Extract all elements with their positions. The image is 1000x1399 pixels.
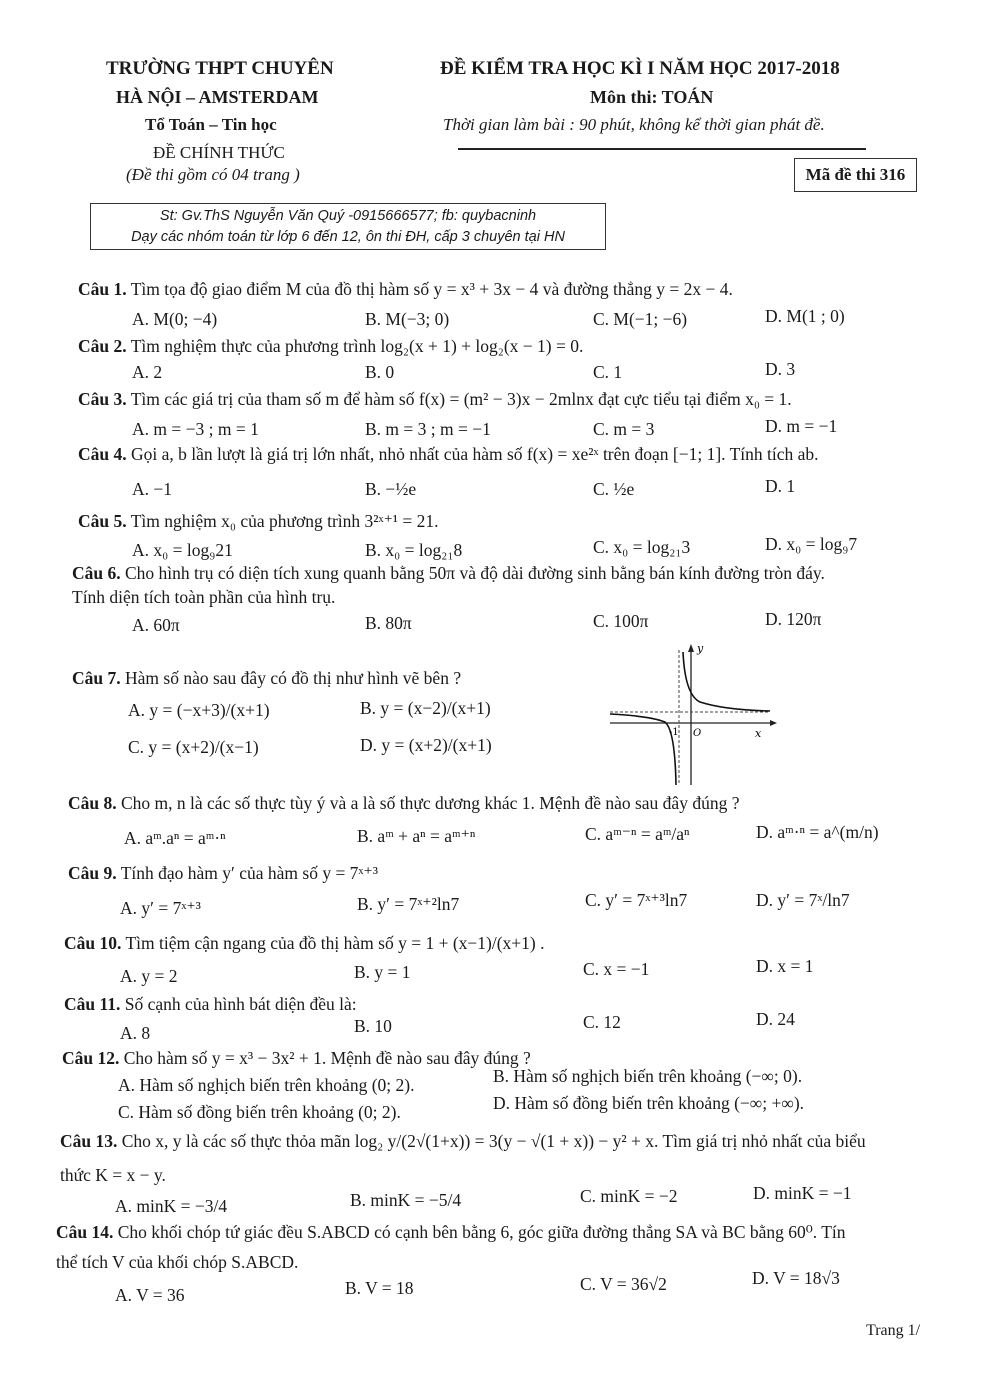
- q3-option-a: A. m = −3 ; m = 1: [132, 419, 259, 439]
- q1-option-a: A. M(0; −4): [132, 309, 218, 329]
- pages-note: (Đề thi gồm có 04 trang ): [126, 165, 300, 184]
- q9-option-d: D. y′ = 7ˣ/ln7: [756, 890, 850, 910]
- q9-option-c: C. y′ = 7ˣ⁺³ln7: [585, 890, 688, 910]
- y-axis-arrow: [688, 644, 694, 652]
- q1-option-b: B. M(−3; 0): [365, 309, 450, 329]
- q4-option-a: A. −1: [132, 479, 173, 499]
- credit-line2: Dạy các nhóm toán từ lớp 6 đến 12, ôn thi ĐH, cấp 3 chuyên tại HN: [131, 229, 565, 245]
- q3-option-c: C. m = 3: [593, 419, 655, 439]
- q13-option-c: C. minK = −2: [580, 1186, 678, 1206]
- question-12: Câu 12. Cho hàm số y = x³ − 3x² + 1. Mệnh đề nào sau đây đúng ?: [62, 1048, 531, 1068]
- graph-branch-right: [683, 652, 770, 711]
- function-graph: [605, 640, 785, 790]
- exam-code: Mã đề thi 316: [794, 158, 917, 192]
- q13-option-d: D. minK = −1: [753, 1183, 852, 1203]
- origin-label: O: [693, 728, 702, 739]
- q10-option-d: D. x = 1: [756, 956, 814, 976]
- subject: Môn thi: TOÁN: [590, 87, 714, 107]
- q3-option-d: D. m = −1: [765, 416, 838, 436]
- header-rule: [458, 148, 866, 150]
- q6-option-d: D. 120π: [765, 609, 822, 629]
- q8-option-d: D. aᵐ·ⁿ = a^(m/n): [756, 822, 879, 842]
- question-6: Câu 6. Cho hình trụ có diện tích xung quanh bằng 50π và độ dài đường sinh bằng bán kính đường tròn đáy.: [72, 563, 825, 583]
- official-label: ĐỀ CHÍNH THỨC: [153, 143, 285, 162]
- graph-branch-left: [610, 714, 676, 785]
- question-9: Câu 9. Tính đạo hàm y′ của hàm số y = 7ˣ⁺³: [68, 863, 378, 883]
- q4-option-b: B. −½e: [365, 479, 417, 499]
- q7-option-b: B. y = (x−2)/(x+1): [360, 698, 491, 718]
- q6-option-b: B. 80π: [365, 613, 412, 633]
- q4-option-c: C. ½e: [593, 479, 635, 499]
- question-13: Câu 13. Cho x, y là các số thực thỏa mãn log₂ y/(2√(1+x)) = 3(y − √(1 + x)) − y² + x. Tìm giá trị nhỏ nhất của biểu: [60, 1131, 866, 1151]
- q12-option-c: C. Hàm số đồng biến trên khoảng (0; 2).: [118, 1102, 401, 1122]
- q6-option-a: A. 60π: [132, 615, 180, 635]
- q10-option-c: C. x = −1: [583, 959, 650, 979]
- question-13-cont: thức K = x − y.: [60, 1165, 166, 1185]
- time-note: Thời gian làm bài : 90 phút, không kể thời gian phát đề.: [443, 115, 825, 134]
- q8-option-a: A. aᵐ.aⁿ = aᵐ·ⁿ: [124, 828, 226, 848]
- question-14-cont: thể tích V của khối chóp S.ABCD.: [56, 1252, 299, 1272]
- question-8: Câu 8. Cho m, n là các số thực tùy ý và a là số thực dương khác 1. Mệnh đề nào sau đây đúng ?: [68, 793, 740, 813]
- question-11: Câu 11. Số cạnh của hình bát diện đều là:: [64, 994, 357, 1014]
- q13-option-b: B. minK = −5/4: [350, 1190, 462, 1210]
- credit-box: [90, 203, 606, 250]
- q9-option-b: B. y′ = 7ˣ⁺²ln7: [357, 894, 460, 914]
- q14-option-c: C. V = 36√2: [580, 1274, 667, 1294]
- q6-option-c: C. 100π: [593, 611, 649, 631]
- q9-option-a: A. y′ = 7ˣ⁺³: [120, 898, 201, 918]
- exam-title: ĐỀ KIỂM TRA HỌC KÌ I NĂM HỌC 2017-2018: [440, 58, 840, 79]
- question-10: Câu 10. Tìm tiệm cận ngang của đồ thị hàm số y = 1 + (x−1)/(x+1) .: [64, 933, 545, 953]
- q8-option-b: B. aᵐ + aⁿ = aᵐ⁺ⁿ: [357, 826, 476, 846]
- q10-option-a: A. y = 2: [120, 966, 178, 986]
- q5-option-a: A. x₀ = log₉21: [132, 540, 233, 560]
- q11-option-b: B. 10: [354, 1016, 392, 1036]
- question-1: Câu 1. Tìm tọa độ giao điểm M của đồ thị hàm số y = x³ + 3x − 4 và đường thẳng y = 2x − 4.: [78, 279, 733, 299]
- q2-option-c: C. 1: [593, 362, 623, 382]
- question-5: Câu 5. Tìm nghiệm x₀ của phương trình 3²ˣ⁺¹ = 21.: [78, 511, 439, 531]
- q7-option-d: D. y = (x+2)/(x+1): [360, 735, 492, 755]
- credit-line1: St: Gv.ThS Nguyễn Văn Quý -0915666577; fb: quybacninh: [159, 208, 537, 224]
- school-name-line2: HÀ NỘI – AMSTERDAM: [116, 87, 319, 107]
- q1-option-c: C. M(−1; −6): [593, 309, 688, 329]
- question-7: Câu 7. Hàm số nào sau đây có đồ thị như hình vẽ bên ?: [72, 668, 462, 688]
- q4-option-d: D. 1: [765, 476, 796, 496]
- x-axis-label: x: [755, 727, 762, 740]
- q8-option-c: C. aᵐ⁻ⁿ = aᵐ/aⁿ: [585, 824, 690, 844]
- tick-label-neg1: -1: [669, 727, 679, 738]
- y-axis-label: y: [697, 642, 704, 655]
- question-3: Câu 3. Tìm các giá trị của tham số m để hàm số f(x) = (m² − 3)x − 2mlnx đạt cực tiểu tại điểm x₀ = 1.: [78, 389, 792, 409]
- question-4: Câu 4. Gọi a, b lần lượt là giá trị lớn nhất, nhỏ nhất của hàm số f(x) = xe²ˣ trên đoạn [−1; 1]. Tính tích ab.: [78, 444, 819, 464]
- graph-axes: [610, 644, 777, 785]
- question-14: Câu 14. Cho khối chóp tứ giác đều S.ABCD có cạnh bên bằng 6, góc giữa đường thẳng SA và BC bằng 60⁰. Tín: [56, 1222, 846, 1242]
- q7-option-a: A. y = (−x+3)/(x+1): [128, 700, 270, 720]
- q2-option-a: A. 2: [132, 362, 163, 382]
- q11-option-c: C. 12: [583, 1012, 621, 1032]
- school-name: TRƯỜNG THPT CHUYÊN: [106, 58, 334, 79]
- q12-option-b: B. Hàm số nghịch biến trên khoảng (−∞; 0).: [493, 1066, 803, 1086]
- q1-option-d: D. M(1 ; 0): [765, 306, 845, 326]
- q11-option-a: A. 8: [120, 1023, 151, 1043]
- q5-option-d: D. x₀ = log₉7: [765, 534, 858, 554]
- q14-option-a: A. V = 36: [115, 1285, 185, 1305]
- q5-option-b: B. x₀ = log₂₁8: [365, 540, 463, 560]
- q12-option-a: A. Hàm số nghịch biến trên khoảng (0; 2).: [118, 1075, 415, 1095]
- q14-option-b: B. V = 18: [345, 1278, 414, 1298]
- q10-option-b: B. y = 1: [354, 962, 411, 982]
- q11-option-d: D. 24: [756, 1009, 795, 1029]
- q14-option-d: D. V = 18√3: [752, 1268, 840, 1288]
- q2-option-d: D. 3: [765, 359, 796, 379]
- question-2: Câu 2. Tìm nghiệm thực của phương trình log₂(x + 1) + log₂(x − 1) = 0.: [78, 336, 584, 356]
- page-number: Trang 1/: [866, 1322, 921, 1339]
- question-6-cont: Tính diện tích toàn phần của hình trụ.: [72, 587, 336, 607]
- x-axis-arrow: [770, 720, 777, 726]
- department: Tổ Toán – Tin học: [145, 115, 277, 134]
- q13-option-a: A. minK = −3/4: [115, 1196, 228, 1216]
- q5-option-c: C. x₀ = log₂₁3: [593, 537, 691, 557]
- q2-option-b: B. 0: [365, 362, 395, 382]
- q7-option-c: C. y = (x+2)/(x−1): [128, 737, 259, 757]
- q12-option-d: D. Hàm số đồng biến trên khoảng (−∞; +∞).: [493, 1093, 805, 1113]
- q3-option-b: B. m = 3 ; m = −1: [365, 419, 491, 439]
